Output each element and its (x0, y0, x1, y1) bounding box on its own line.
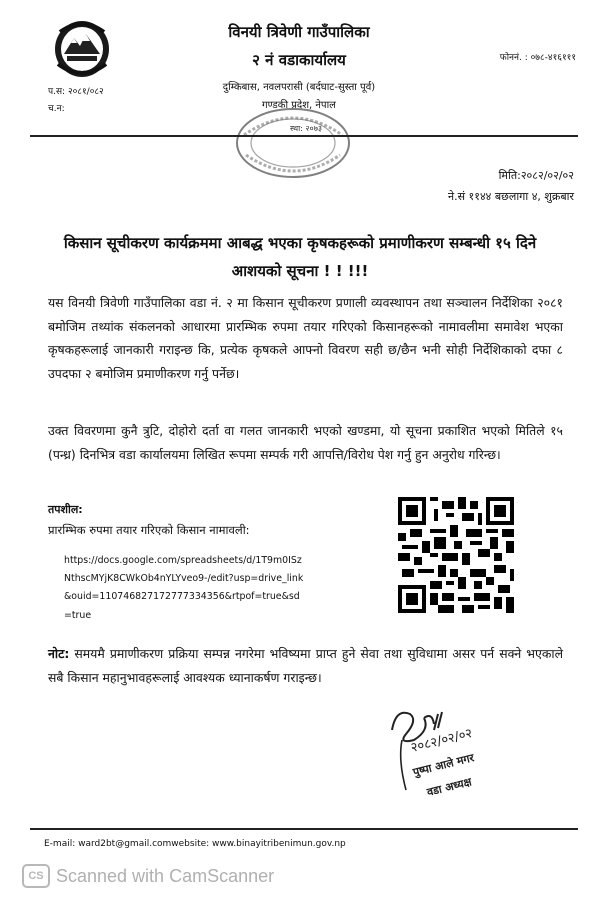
notice-paragraph-1: यस विनयी त्रिवेणी गाउँपालिका वडा नं. २ मा किसान सूचीकरण प्रणाली व्यवस्थापन तथा सञ्चालन निर्देशिका २०८१ बमोजिम तथ्यांक संकलनको आधारमा प्रारम्भिक रुपमा तयार गरिएको किसानहरूको नामावलीमा समावेश भएका कृषकहरूलाई जानकारी गराइन्छ कि, प्रत्येक कृषकले आफ्नो विवरण सही छ/छैन भनी सोही निर्देशिकाको दफा ८ उपदफा २ बमोजिम प्रमाणीकरण गर्नु पर्नेछ। (48, 295, 563, 381)
signatory-designation: वडा अध्यक्ष (425, 775, 473, 799)
notice-title: किसान सूचीकरण कार्यक्रममा आबद्ध भएका कृषकहरूको प्रमाणीकरण सम्बन्धी १५ दिने आशयको सूचना ! ! !!! (63, 234, 537, 280)
address-line-1: दुम्किबास, नवलपरासी (बर्दघाट-सुस्ता पूर्व) (222, 82, 376, 93)
note-paragraph (48, 642, 563, 689)
stamp-text: स्था: २०७३ (290, 124, 323, 133)
farmer-list-label: प्रारम्भिक रुपमा तयार गरिएको किसान नामावली: (48, 523, 250, 537)
note-label: नोट: (48, 646, 70, 661)
signature-block (384, 700, 514, 810)
camscanner-watermark (22, 864, 274, 888)
dispatch-number: च.न: (48, 104, 65, 114)
note-text: समयमै प्रमाणीकरण प्रक्रिया सम्पन्न नगरेमा भविष्यमा प्राप्त हुने सेवा तथा सुविधामा असर पर्न सक्ने भएकाले सबै किसान महानुभावहरूलाई आवश्यक ध्यानाकर्षण गराइन्छ। (48, 646, 563, 685)
footer-contact: E-mail: ward2bt@gmail.comwebsite: www.binayitribenimun.gov.np (44, 839, 346, 849)
date-nepal-sambat: ने.सं ११४४ बछलागा ४, शुक्रबार (447, 190, 574, 203)
header-divider (30, 135, 578, 137)
municipality-name: विनयी त्रिवेणी गाउँपालिका (228, 23, 370, 41)
details-label: तपशील: (48, 503, 83, 516)
qr-code[interactable] (398, 497, 514, 613)
reference-number: प.स: २०८१/०८२ (48, 87, 104, 97)
notice-paragraph-2: उक्त विवरणमा कुनै त्रुटि, दोहोरो दर्ता वा गलत जानकारी भएको खण्डमा, यो सूचना प्रकाशित भएको मितिले १५ (पन्ध्र) दिनभित्र वडा कार्यालयमा लिखित रूपमा सम्पर्क गरी आपत्ति/विरोध पेश गर्नु हुन अनुरोध गरिन्छ। (48, 423, 563, 462)
date-bs: मिति:२०८२/०२/०२ (498, 169, 574, 182)
ward-office-name: २ नं वडाकार्यालय (252, 51, 346, 69)
phone-number: फोननं. : ०७८-४१६१११ (499, 53, 576, 63)
watermark-text: Scanned with CamScanner (56, 865, 275, 886)
office-stamp (232, 105, 354, 185)
camscanner-logo-icon: CS (22, 864, 50, 888)
footer-divider (30, 828, 578, 830)
farmer-list-link[interactable]: https://docs.google.com/spreadsheets/d/1T9m0ISzNthscMYjK8CWkOb4nYLYveo9-/edit?usp=drive_link&ouid=110746827172777334356&rtpof=true&sd=true (64, 555, 304, 621)
address-line-2: गण्डकी प्रदेश, नेपाल (262, 100, 336, 111)
signature-date: २०८२/०२/०२ (409, 726, 474, 756)
signatory-name: पुष्पा आले मगर (411, 751, 476, 779)
